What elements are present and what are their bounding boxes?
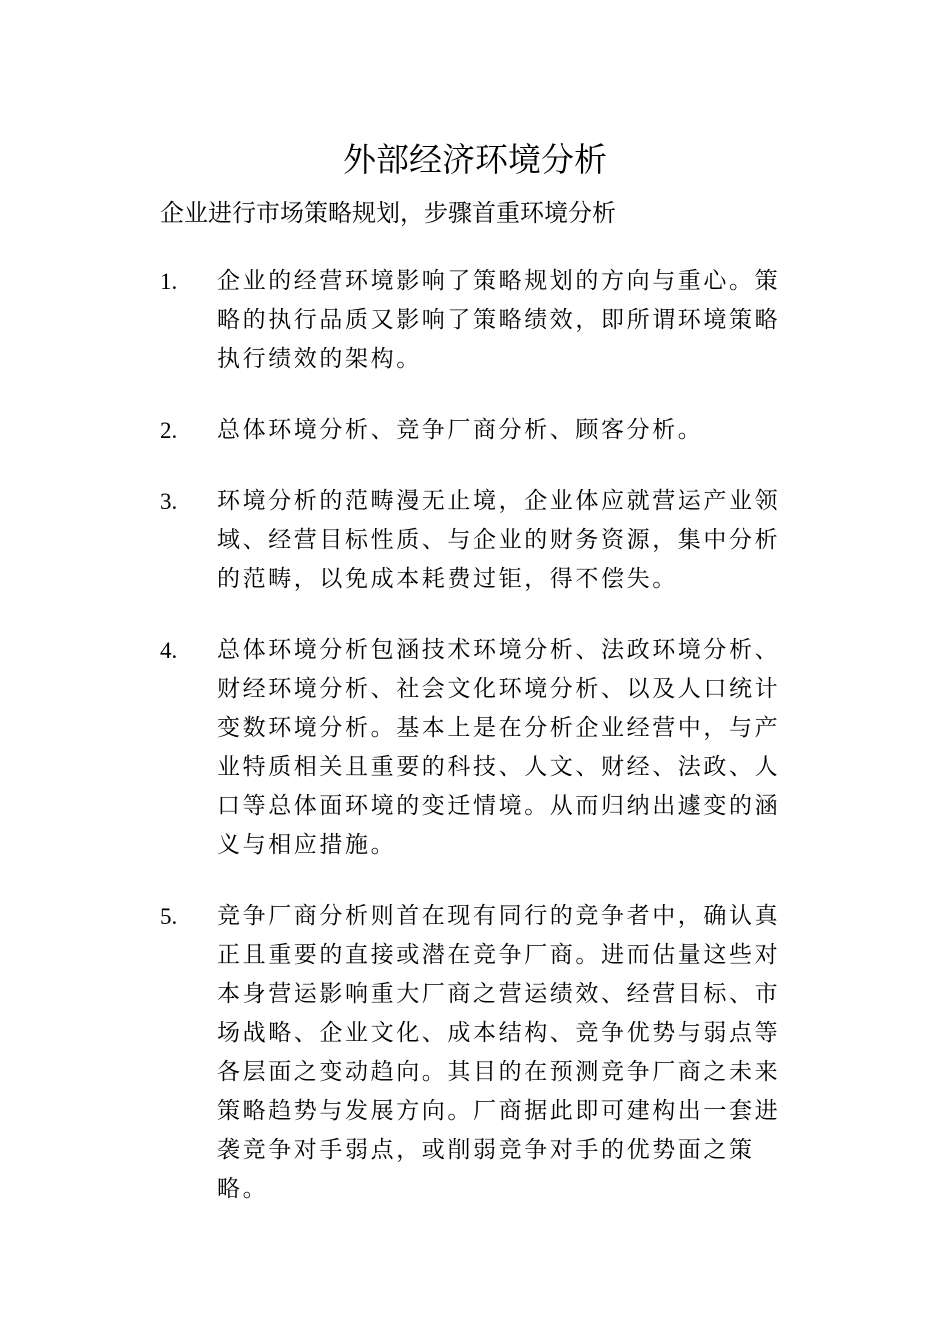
item-number: 4. bbox=[160, 638, 178, 663]
document-title: 外部经济环境分析 bbox=[343, 140, 607, 179]
list-item-4 bbox=[160, 631, 800, 865]
document-subtitle: 企业进行市场策略规划，步骤首重环境分析 bbox=[160, 199, 616, 227]
item-number: 2. bbox=[160, 418, 178, 443]
item-text: 总体环境分析包涵技术环境分析、法政环境分析、财经环境分析、社会文化环境分析、以及人口统计变数环境分析。基本上是在分析企业经营中，与产业特质相关且重要的科技、人文、财经、法政、人口等总体面环境的变迁情境。从而归纳出遽变的涵义与相应措施。 bbox=[217, 637, 781, 858]
list-item-1 bbox=[160, 262, 800, 379]
item-number: 3. bbox=[160, 489, 178, 514]
item-number: 5. bbox=[160, 904, 178, 929]
list-item-3 bbox=[160, 482, 800, 599]
item-text: 企业的经营环境影响了策略规划的方向与重心。策略的执行品质又影响了策略绩效，即所谓环境策略执行绩效的架构。 bbox=[217, 268, 781, 372]
list-item-5 bbox=[160, 897, 800, 1209]
item-number: 1. bbox=[160, 269, 178, 294]
item-text: 竞争厂商分析则首在现有同行的竞争者中，确认真正且重要的直接或潜在竞争厂商。进而估量这些对本身营运影响重大厂商之营运绩效、经营目标、市场战略、企业文化、成本结构、竞争优势与弱点等各层面之变动趋向。其目的在预测竞争厂商之未来策略趋势与发展方向。厂商据此即可建构出一套进袭竞争对手弱点，或削弱竞争对手的优势面之策略。 bbox=[217, 903, 781, 1202]
item-text: 总体环境分析、竞争厂商分析、顾客分析。 bbox=[217, 417, 704, 443]
item-text: 环境分析的范畴漫无止境，企业体应就营运产业领域、经营目标性质、与企业的财务资源，集中分析的范畴，以免成本耗费过钜，得不偿失。 bbox=[217, 488, 781, 592]
list-item-2 bbox=[160, 411, 800, 450]
numbered-list bbox=[160, 262, 800, 1241]
